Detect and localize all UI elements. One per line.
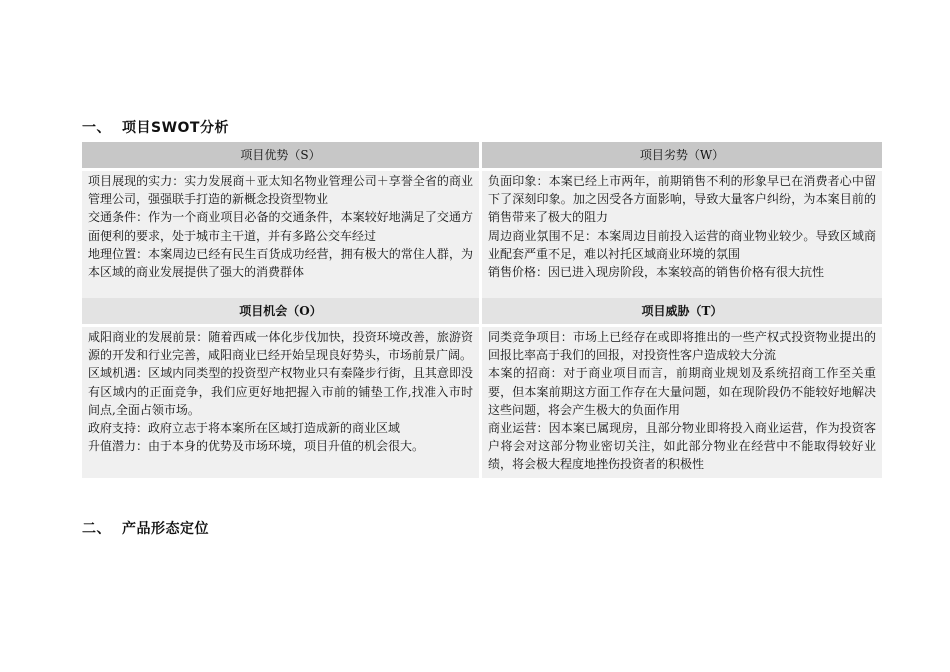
threats-cell — [482, 327, 882, 478]
threats-header: 项目威胁（T） — [482, 298, 882, 327]
section-heading-swot — [82, 117, 229, 137]
swot-header-row-1 — [82, 142, 882, 171]
opportunities-line: 升值潜力：由于本身的优势及市场环境，项目升值的机会很大。 — [88, 439, 425, 454]
strengths-line: 地理位置：本案周边已经有民生百货成功经营，拥有极大的常住人群，为本区域的商业发展提供了强大的消费群体 — [88, 246, 473, 280]
opportunities-cell — [82, 327, 482, 478]
swot-header-row-2 — [82, 298, 882, 327]
weaknesses-header: 项目劣势（W） — [482, 142, 882, 171]
opportunities-line: 区域机遇：区域内同类型的投资型产权物业只有秦隆步行街，且其意即没有区域内的正面竞争，我们应更好地把握入市前的铺垫工作,找准入市时间点,全面占领市场。 — [88, 366, 473, 417]
strengths-cell — [82, 171, 482, 298]
swot-table — [82, 142, 882, 478]
swot-body-row-1 — [82, 171, 882, 298]
section-number: 二、 — [82, 521, 111, 537]
strengths-line: 交通条件：作为一个商业项目必备的交通条件，本案较好地满足了交通方面便利的要求，处于城市主干道，并有多路公交车经过 — [88, 210, 473, 243]
section-number: 一、 — [82, 120, 111, 136]
weaknesses-line: 销售价格：因已进入现房阶段，本案较高的销售价格有很大抗性 — [488, 265, 825, 280]
strengths-header: 项目优势（S） — [82, 142, 482, 171]
swot-body-row-2 — [82, 327, 882, 478]
threats-line: 本案的招商：对于商业项目而言，前期商业规划及系统招商工作至关重要，但本案前期这方面工作存在大量问题，如在现阶段仍不能较好地解决这些问题，将会产生极大的负面作用 — [488, 366, 876, 417]
weaknesses-line: 周边商业氛围不足：本案周边目前投入运营的商业物业较少。导致区域商业配套严重不足，难以衬托区域商业环境的氛围 — [488, 228, 876, 261]
opportunities-header: 项目机会（O） — [82, 298, 482, 327]
section-title: 项目SWOT分析 — [122, 120, 229, 136]
threats-line: 商业运营：因本案已属现房，且部分物业即将投入商业运营，作为投资客户将会对这部分物业密切关注，如此部分物业在经营中不能取得较好业绩，将会极大程度地挫伤投资者的积极性 — [488, 421, 876, 472]
section-heading-product — [82, 518, 209, 538]
opportunities-line: 政府支持：政府立志于将本案所在区域打造成新的商业区域 — [88, 421, 401, 436]
opportunities-line: 咸阳商业的发展前景：随着西咸一体化步伐加快，投资环境改善，旅游资源的开发和行业完善，咸阳商业已经开始呈现良好势头，市场前景广阔。 — [88, 330, 473, 363]
weaknesses-line: 负面印象：本案已经上市两年，前期销售不利的形象早已在消费者心中留下了深刻印象。加之因受各方面影响，导致大量客户纠纷，为本案目前的销售带来了极大的阻力 — [488, 174, 876, 225]
section-title: 产品形态定位 — [122, 521, 209, 537]
threats-line: 同类竞争项目：市场上已经存在或即将推出的一些产权式投资物业提出的回报比率高于我们的回报，对投资性客户造成较大分流 — [488, 330, 876, 363]
weaknesses-cell — [482, 171, 882, 298]
strengths-line: 项目展现的实力：实力发展商＋亚太知名物业管理公司＋享誉全省的商业管理公司，强强联手打造的新概念投资型物业 — [88, 174, 473, 207]
